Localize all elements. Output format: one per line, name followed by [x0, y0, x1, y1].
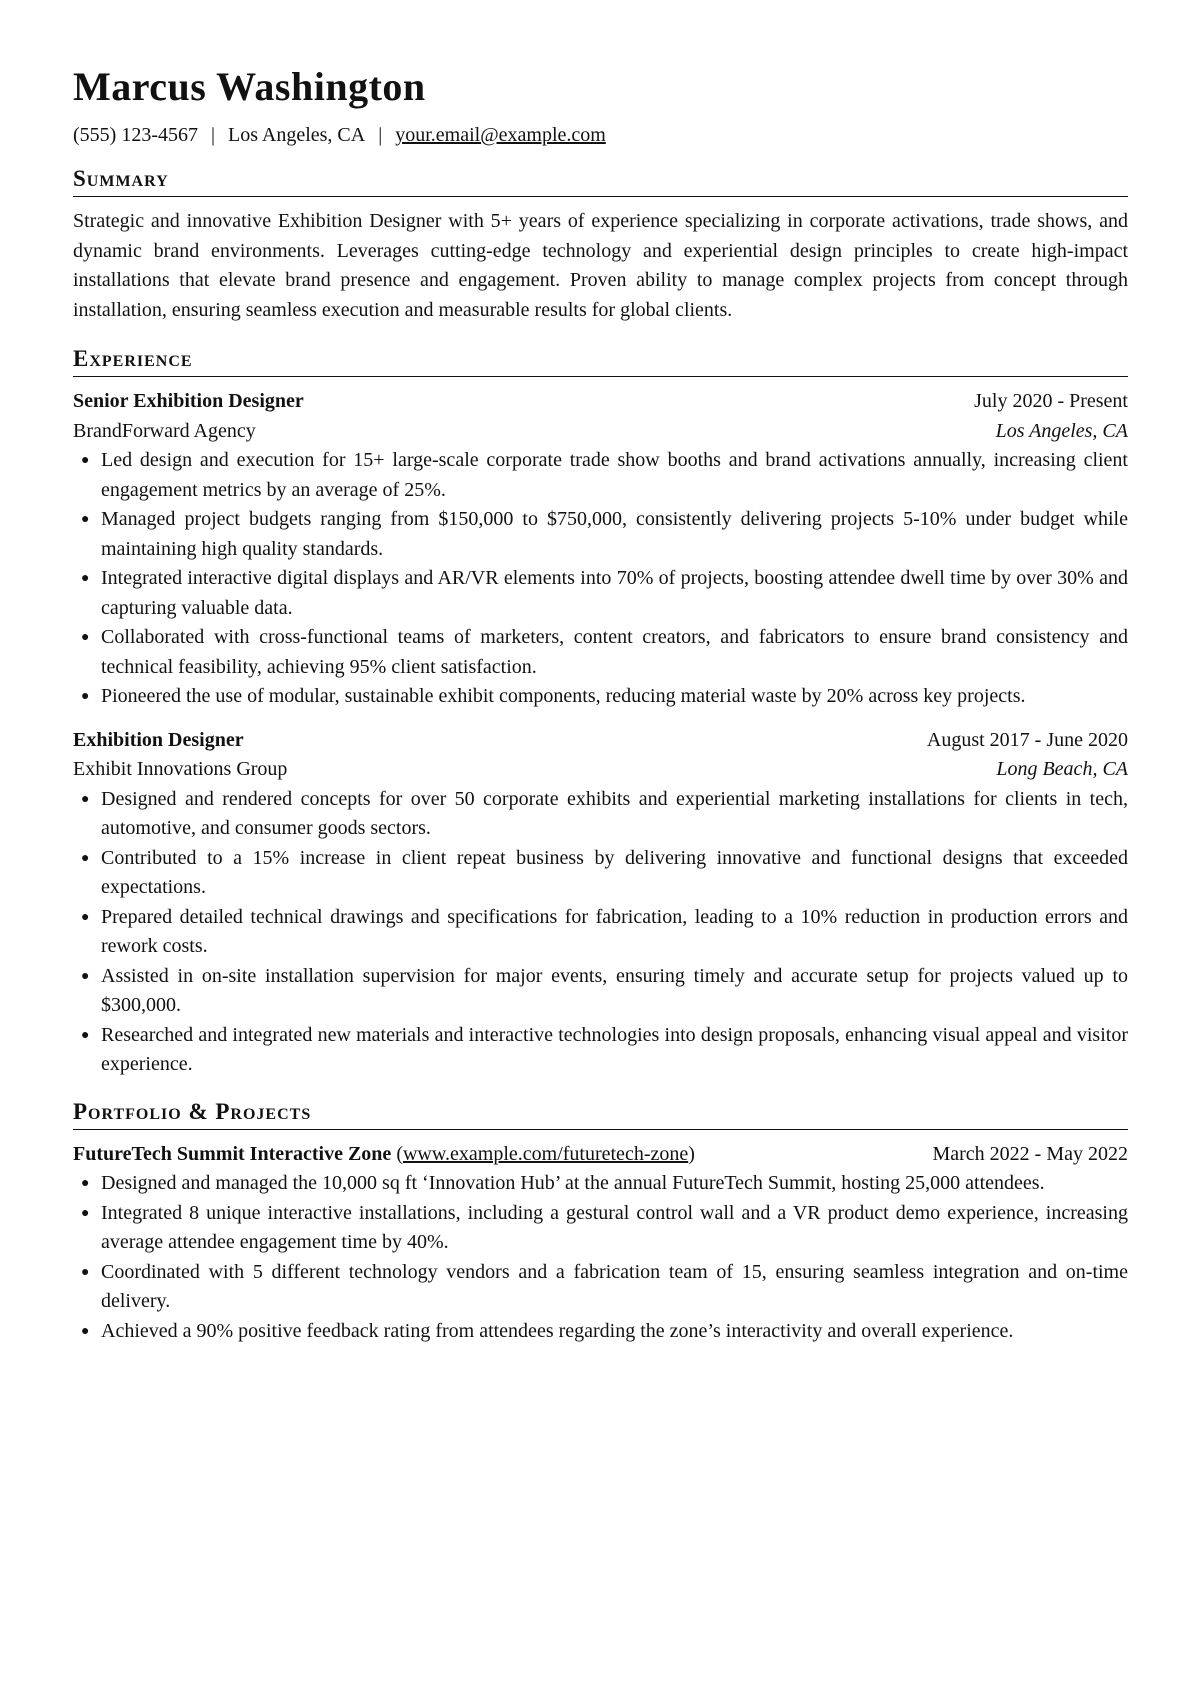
bullet-dot-icon: ●	[81, 1027, 90, 1043]
project-dates: March 2022 - May 2022	[932, 1142, 1128, 1165]
job-dates: August 2017 - June 2020	[926, 728, 1128, 751]
bullet-item	[73, 1258, 1128, 1317]
job-subheader	[73, 417, 1128, 447]
project-title-group	[73, 1140, 695, 1170]
bullet-text: Pioneered the use of modular, sustainable exhibit components, reducing material waste by 20% across key projects.	[101, 685, 1026, 707]
bullet-item	[73, 446, 1128, 505]
experience-entry	[73, 726, 1128, 1080]
job-dates: July 2020 - Present	[974, 390, 1128, 412]
bullet-text: Contributed to a 15% increase in client repeat business by delivering innovative and functional designs that exceeded expectations.	[101, 846, 1128, 898]
bullet-dot-icon: ●	[81, 512, 90, 527]
bullet-text: Integrated 8 unique interactive installations, including a gestural control wall and a VR product demo experience, increasing average attendee engagement time by 40%.	[101, 1201, 1128, 1253]
job-header	[73, 387, 1128, 417]
bullet-dot-icon: ●	[81, 791, 90, 807]
email-link[interactable]: your.email@example.com	[395, 124, 606, 146]
bullet-dot-icon: ●	[81, 1176, 90, 1191]
job-header	[73, 726, 1128, 756]
contact-separator: |	[210, 124, 215, 146]
bullet-text: Led design and execution for 15+ large-scale corporate trade show booths and brand activations annually, increasing client engagement metrics by an average of 25%.	[101, 449, 1128, 501]
bullet-dot-icon: ●	[81, 909, 90, 925]
contact-separator: |	[378, 124, 383, 146]
project-header	[73, 1140, 1128, 1170]
bullet-dot-icon: ●	[81, 968, 90, 984]
bullet-item	[73, 903, 1128, 962]
project-bullets	[73, 1169, 1128, 1346]
bullet-dot-icon: ●	[81, 453, 90, 468]
bullet-item	[73, 1199, 1128, 1258]
summary-text: Strategic and innovative Exhibition Designer with 5+ years of experience specializing in corporate activations, trade shows, and dynamic brand environments. Leverages cutting-edge technology and experiential design principles to create high-impact installations that elevate brand presence and engagement. Proven ability to manage complex projects from concept through installation, ensuring seamless execution and measurable results for global clients.	[73, 210, 1128, 321]
project-link[interactable]: www.example.com/futuretech-zone	[402, 1142, 689, 1165]
portfolio-heading: Portfolio & Projects	[73, 1098, 1128, 1130]
bullet-text: Researched and integrated new materials and interactive technologies into design proposals, enhancing visual appeal and visitor experience.	[101, 1023, 1128, 1075]
contact-line	[73, 122, 1128, 148]
bullet-text: Designed and managed the 10,000 sq ft ‘Innovation Hub’ at the annual FutureTech Summit, hosting 25,000 attendees.	[101, 1172, 1045, 1194]
job-bullets	[73, 785, 1128, 1080]
bullet-text: Assisted in on-site installation supervision for major events, ensuring timely and accurate setup for projects valued up to $300,000.	[101, 964, 1128, 1016]
bullet-dot-icon: ●	[81, 630, 90, 645]
bullet-text: Achieved a 90% positive feedback rating from attendees regarding the zone’s interactivity and overall experience.	[101, 1319, 1014, 1342]
experience-heading: Experience	[73, 345, 1128, 377]
job-location: Los Angeles, CA	[995, 419, 1128, 442]
bullet-item	[73, 623, 1128, 682]
job-location: Long Beach, CA	[996, 758, 1128, 780]
bullet-item	[73, 844, 1128, 903]
company-name: Exhibit Innovations Group	[73, 758, 288, 780]
bullet-text: Prepared detailed technical drawings and specifications for fabrication, leading to a 10% reduction in production errors and rework costs.	[101, 905, 1128, 957]
bullet-text: Coordinated with 5 different technology vendors and a fabrication team of 15, ensuring seamless integration and on-time delivery.	[101, 1260, 1128, 1312]
bullet-item	[73, 682, 1128, 712]
summary-heading: Summary	[73, 165, 1128, 197]
contact-location: Los Angeles, CA	[228, 124, 366, 146]
bullet-item	[73, 785, 1128, 844]
bullet-dot-icon: ●	[81, 1205, 90, 1221]
job-subheader	[73, 755, 1128, 785]
bullet-dot-icon: ●	[81, 850, 90, 866]
phone-number: (555) 123-4567	[73, 124, 198, 146]
job-bullets	[73, 446, 1128, 712]
resume-name: Marcus Washington	[73, 64, 426, 109]
experience-entry	[73, 387, 1128, 712]
project-link-open: (	[396, 1142, 403, 1165]
bullet-item	[73, 1169, 1128, 1199]
job-title: Exhibition Designer	[73, 728, 244, 751]
bullet-item	[73, 1317, 1128, 1347]
bullet-dot-icon: ●	[81, 689, 90, 704]
bullet-item	[73, 962, 1128, 1021]
company-name: BrandForward Agency	[73, 419, 256, 442]
bullet-text: Designed and rendered concepts for over 50 corporate exhibits and experiential marketing installations for clients in tech, automotive, and consumer goods sectors.	[101, 787, 1128, 839]
project-entry	[73, 1140, 1128, 1347]
bullet-dot-icon: ●	[81, 1323, 90, 1339]
bullet-text: Managed project budgets ranging from $150,000 to $750,000, consistently delivering projects 5-10% under budget while maintaining high quality standards.	[101, 508, 1128, 560]
project-link-close: )	[688, 1142, 695, 1165]
bullet-dot-icon: ●	[81, 1264, 90, 1280]
bullet-text: Collaborated with cross-functional teams of marketers, content creators, and fabricators to ensure brand consistency and technical feasibility, achieving 95% client satisfaction.	[101, 626, 1128, 678]
job-title: Senior Exhibition Designer	[73, 390, 304, 412]
bullet-item	[73, 1021, 1128, 1080]
resume-page	[73, 62, 1128, 1346]
project-name: FutureTech Summit Interactive Zone	[73, 1142, 392, 1165]
bullet-item	[73, 564, 1128, 623]
bullet-dot-icon: ●	[81, 571, 90, 586]
bullet-item	[73, 505, 1128, 564]
bullet-text: Integrated interactive digital displays and AR/VR elements into 70% of projects, boosting attendee dwell time by over 30% and capturing valuable data.	[101, 567, 1128, 619]
